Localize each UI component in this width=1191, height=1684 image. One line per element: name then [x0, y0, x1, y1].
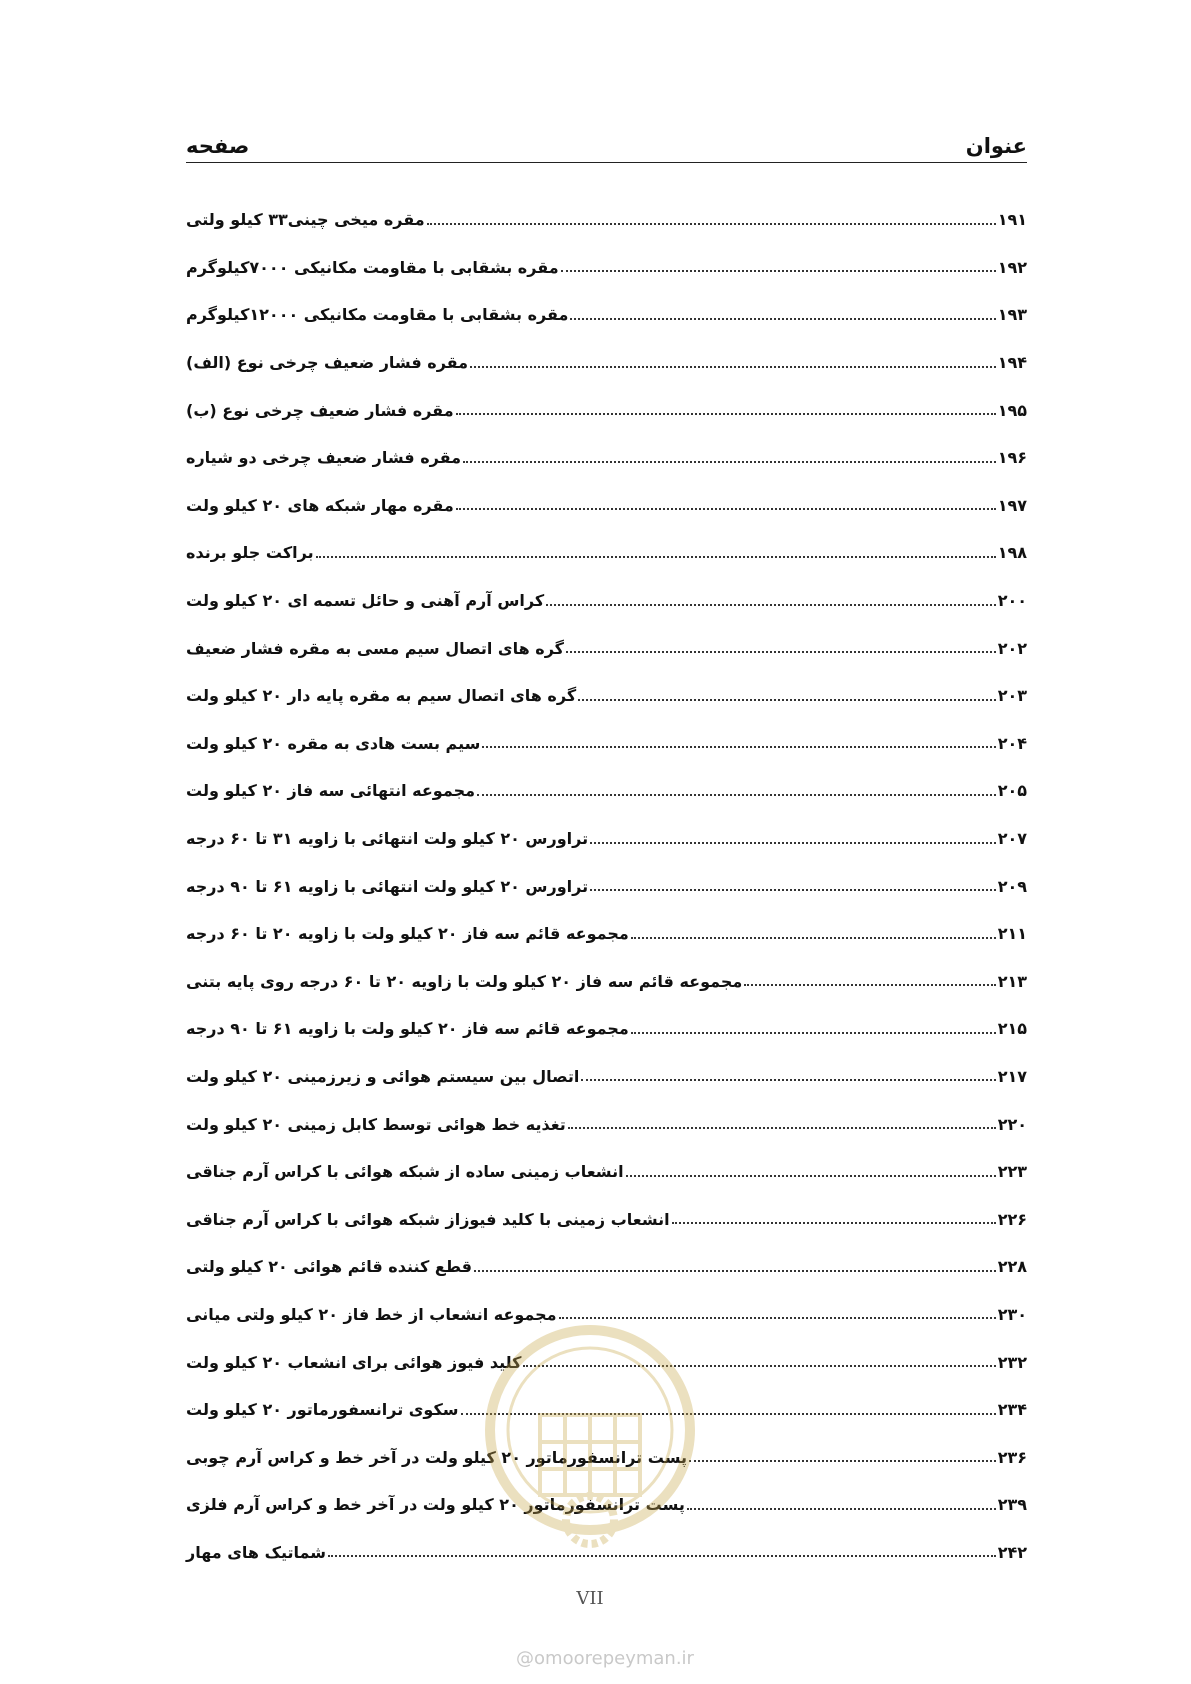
- toc-entry: [186, 1100, 1027, 1148]
- toc-leader-dots: [546, 604, 996, 606]
- toc-entry-title: مقره میخی چینی۳۳ کیلو ولتی: [186, 210, 425, 230]
- toc-entry-title: گره های اتصال سیم به مقره پایه دار ۲۰ کیلو ولت: [186, 686, 577, 706]
- toc-leader-dots: [482, 746, 995, 748]
- toc-entry-title: کراس آرم آهنی و حائل تسمه ای ۲۰ کیلو ولت: [186, 591, 545, 611]
- toc-entry-page: ۲۰۲: [997, 638, 1027, 658]
- toc-leader-dots: [566, 651, 996, 653]
- toc-entry-title: تراورس ۲۰ کیلو ولت انتهائی با زاویه ۳۱ تا ۶۰ درجه: [186, 829, 589, 849]
- toc-entry-title: شماتیک های مهار: [186, 1542, 326, 1562]
- toc-leader-dots: [672, 1222, 996, 1224]
- toc-entry-page: ۲۰۷: [997, 829, 1027, 849]
- toc-entry-page: ۲۰۵: [997, 781, 1027, 801]
- toc-entry-title: سیم بست هادی به مقره ۲۰ کیلو ولت: [186, 733, 481, 753]
- toc-entry: [186, 672, 1027, 720]
- toc-entry-title: مجموعه قائم سه فاز ۲۰ کیلو ولت با زاویه ۲۰ تا ۶۰ درجه: [186, 924, 629, 944]
- toc-entry-page: ۲۱۱: [997, 924, 1027, 944]
- toc-entry: [186, 1005, 1027, 1053]
- toc-entry-page: ۱۹۳: [997, 305, 1027, 325]
- toc-header: [186, 126, 1027, 163]
- toc-entry-title: تراورس ۲۰ کیلو ولت انتهائی با زاویه ۶۱ تا ۹۰ درجه: [186, 876, 589, 896]
- toc-entry-title: مجموعه انتهائی سه فاز ۲۰ کیلو ولت: [186, 781, 475, 801]
- page-column-label: صفحه: [186, 134, 250, 158]
- toc-entry: [186, 1148, 1027, 1196]
- toc-entry-page: ۱۹۷: [997, 495, 1027, 515]
- toc-leader-dots: [427, 223, 996, 225]
- toc-entry: [186, 1195, 1027, 1243]
- toc-leader-dots: [477, 794, 996, 796]
- toc-leader-dots: [631, 1032, 996, 1034]
- toc-leader-dots: [316, 556, 996, 558]
- toc-leader-dots: [626, 1175, 996, 1177]
- toc-entry-page: ۱۹۲: [997, 257, 1027, 277]
- toc-entry-page: ۲۳۹: [997, 1495, 1027, 1515]
- toc-entry: [186, 815, 1027, 863]
- toc-entry-title: پست ترانسفورماتور ۲۰ کیلو ولت در آخر خط و کراس آرم چوبی: [186, 1447, 687, 1467]
- toc-entry: [186, 339, 1027, 387]
- toc-entry-title: مجموعه قائم سه فاز ۲۰ کیلو ولت با زاویه ۲۰ تا ۶۰ درجه روی پایه بتنی: [186, 971, 743, 991]
- toc-entry-title: مقره مهار شبکه های ۲۰ کیلو ولت: [186, 495, 454, 515]
- toc-entry-page: ۱۹۱: [997, 210, 1027, 230]
- toc-leader-dots: [744, 984, 995, 986]
- toc-leader-dots: [687, 1508, 996, 1510]
- toc-leader-dots: [590, 842, 996, 844]
- toc-entry-page: ۲۳۲: [997, 1352, 1027, 1372]
- toc-entry: [186, 196, 1027, 244]
- toc-entry-title: براکت جلو برنده: [186, 543, 314, 563]
- toc-entry-page: ۲۴۲: [997, 1542, 1027, 1562]
- toc-entry: [186, 434, 1027, 482]
- toc-entry-page: ۲۲۳: [997, 1162, 1027, 1182]
- toc-entry-page: ۲۰۰: [997, 591, 1027, 611]
- toc-entry-page: ۱۹۴: [997, 353, 1027, 373]
- toc-leader-dots: [561, 270, 996, 272]
- toc-entry-page: ۲۱۵: [997, 1019, 1027, 1039]
- toc-entry-title: سکوی ترانسفورماتور ۲۰ کیلو ولت: [186, 1400, 459, 1420]
- toc-entry-title: انشعاب زمینی با کلید فیوزاز شبکه هوائی با کراس آرم جناقی: [186, 1209, 670, 1229]
- toc-leader-dots: [578, 699, 996, 701]
- title-column-label: عنوان: [965, 134, 1027, 158]
- toc-entry-page: ۱۹۶: [997, 448, 1027, 468]
- toc-entry-title: مجموعه انشعاب از خط فاز ۲۰ کیلو ولتی میانی: [186, 1304, 557, 1324]
- toc-entry-title: انشعاب زمینی ساده از شبکه هوائی با کراس آرم جناقی: [186, 1162, 624, 1182]
- toc-entry: [186, 482, 1027, 530]
- toc-entry: [186, 244, 1027, 292]
- toc-leader-dots: [456, 508, 996, 510]
- toc-entry-title: مقره فشار ضعیف چرخی نوع (الف): [186, 353, 469, 373]
- page-number: VII: [576, 1588, 604, 1609]
- toc-entry: [186, 958, 1027, 1006]
- toc-leader-dots: [456, 413, 996, 415]
- toc-entry-page: ۱۹۸: [997, 543, 1027, 563]
- toc-entry-page: ۲۱۳: [997, 971, 1027, 991]
- toc-entry-page: ۲۲۰: [997, 1114, 1027, 1134]
- toc-leader-dots: [689, 1460, 996, 1462]
- toc-entry-page: ۲۲۸: [997, 1257, 1027, 1277]
- toc-entry: [186, 720, 1027, 768]
- toc-entry: [186, 386, 1027, 434]
- toc-entry-title: کلید فیوز هوائی برای انشعاب ۲۰ کیلو ولت: [186, 1352, 522, 1372]
- toc-leader-dots: [470, 366, 996, 368]
- toc-entry-title: تغذیه خط هوائی توسط کابل زمینی ۲۰ کیلو ولت: [186, 1114, 566, 1134]
- toc-leader-dots: [590, 889, 996, 891]
- toc-entry-page: ۱۹۵: [997, 400, 1027, 420]
- toc-entry: [186, 1243, 1027, 1291]
- toc-entry: [186, 624, 1027, 672]
- toc-entry-title: اتصال بین سیستم هوائی و زیرزمینی ۲۰ کیلو ولت: [186, 1066, 580, 1086]
- toc-entry-page: ۲۰۹: [997, 876, 1027, 896]
- toc-entry-title: مجموعه قائم سه فاز ۲۰ کیلو ولت با زاویه ۶۱ تا ۹۰ درجه: [186, 1019, 629, 1039]
- toc-entry-page: ۲۰۳: [997, 686, 1027, 706]
- toc-entry: [186, 862, 1027, 910]
- toc-leader-dots: [463, 461, 996, 463]
- toc-entry: [186, 291, 1027, 339]
- toc-leader-dots: [581, 1079, 995, 1081]
- toc-entry: [186, 577, 1027, 625]
- toc-entry-title: مقره بشقابی با مقاومت مکانیکی ۷۰۰۰کیلوگرم: [186, 257, 559, 277]
- toc-entry-page: ۲۰۴: [997, 733, 1027, 753]
- toc-leader-dots: [570, 318, 995, 320]
- seal-icon: [480, 1320, 700, 1560]
- watermark-url: @omoorepeyman.ir: [516, 1648, 694, 1669]
- toc-leader-dots: [474, 1270, 996, 1272]
- toc-leader-dots: [631, 937, 996, 939]
- toc-entry-page: ۲۳۶: [997, 1447, 1027, 1467]
- toc-entry-page: ۲۲۶: [997, 1209, 1027, 1229]
- toc-entry-title: پست ترانسفورماتور ۲۰ کیلو ولت در آخر خط و کراس آرم فلزی: [186, 1495, 685, 1515]
- toc-entry: [186, 910, 1027, 958]
- toc-entry-title: قطع کننده قائم هوائی ۲۰ کیلو ولتی: [186, 1257, 472, 1277]
- toc-entry-title: گره های اتصال سیم مسی به مقره فشار ضعیف: [186, 638, 564, 658]
- toc-leader-dots: [568, 1127, 996, 1129]
- toc-entry: [186, 1053, 1027, 1101]
- toc-entry-title: مقره بشقابی با مقاومت مکانیکی ۱۲۰۰۰کیلوگرم: [186, 305, 569, 325]
- toc-entry-page: ۲۱۷: [997, 1066, 1027, 1086]
- toc-entry-page: ۲۳۰: [997, 1304, 1027, 1324]
- toc-entry-page: ۲۳۴: [997, 1400, 1027, 1420]
- toc-entry-title: مقره فشار ضعیف چرخی نوع (ب): [186, 400, 454, 420]
- toc-entry-title: مقره فشار ضعیف چرخی دو شیاره: [186, 448, 462, 468]
- toc-entry: [186, 767, 1027, 815]
- toc-entry: [186, 529, 1027, 577]
